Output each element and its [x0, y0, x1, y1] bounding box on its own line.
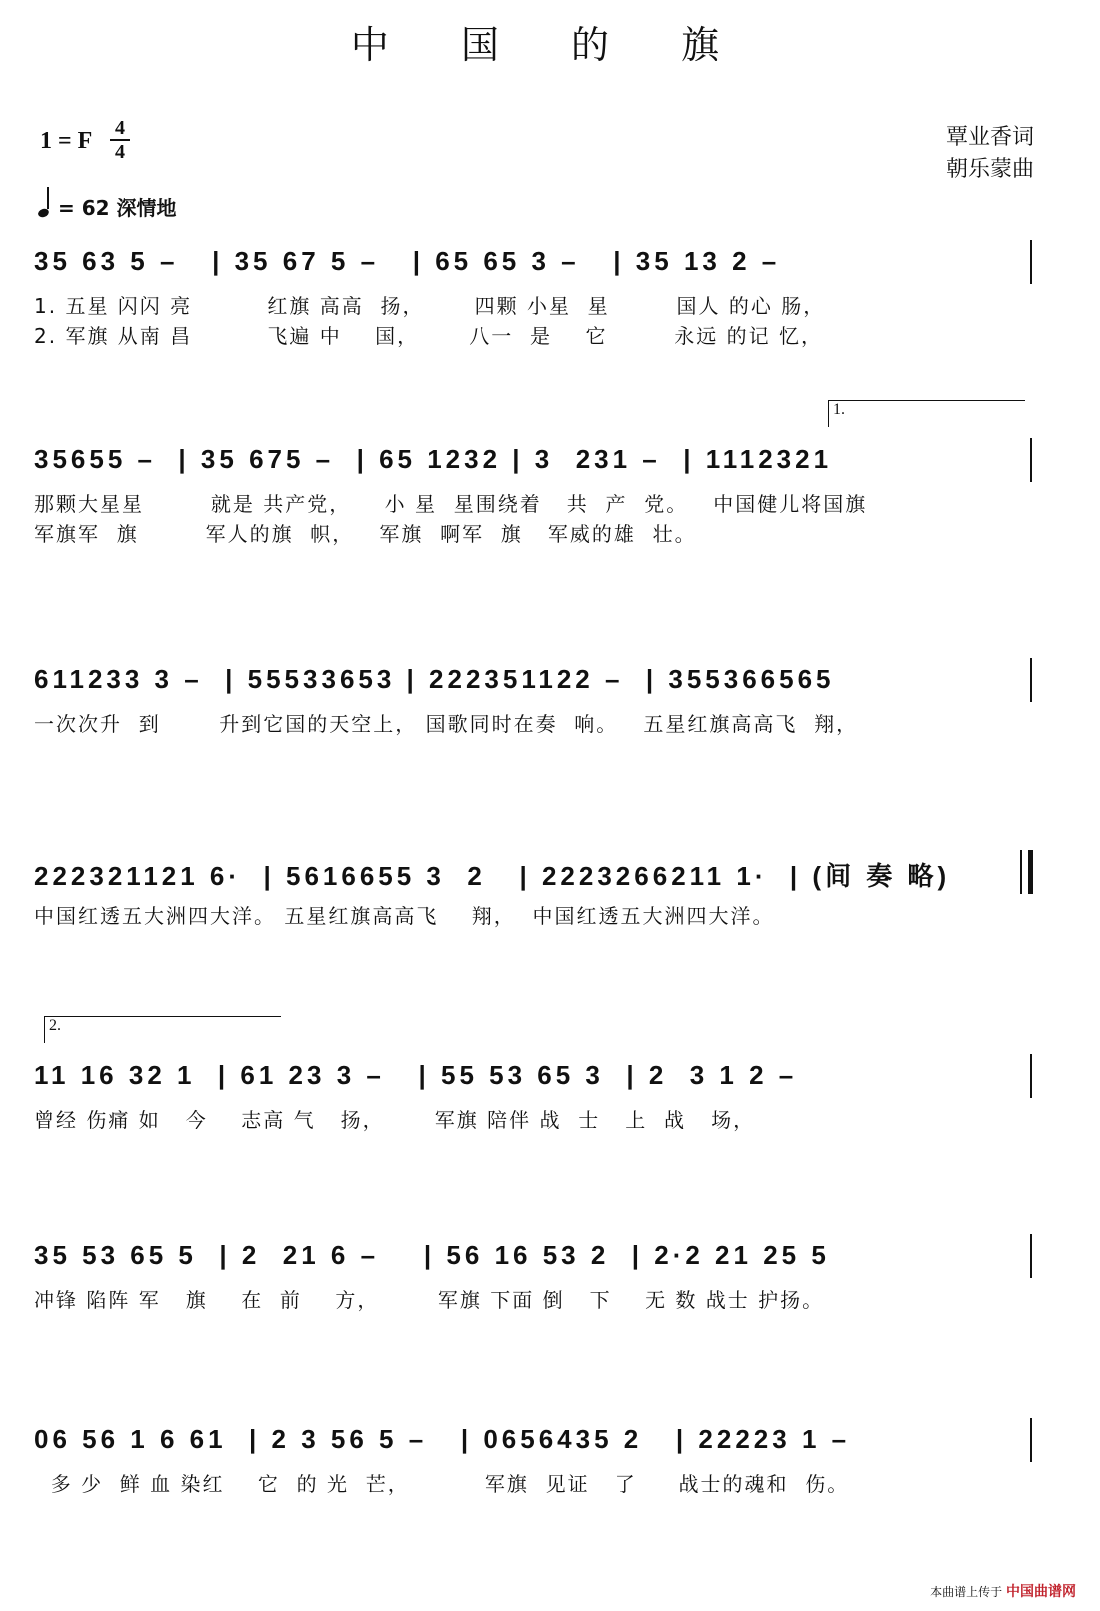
second-ending-bracket: 2. — [44, 1016, 281, 1043]
lyric-line-1: 多 少 鲜 血 染红 它 的 光 芒， 军旗 见证 了 战士的魂和 伤。 — [34, 1472, 850, 1496]
lyric-line-1: 曾经 伤痛 如 今 志高 气 扬， 军旗 陪伴 战 士 上 战 场， — [34, 1108, 756, 1132]
time-signature-bottom: 4 — [115, 141, 125, 163]
lyric-line-1: 一次次升 到 升到它国的天空上， 国歌同时在奏 响。 五星红旗高高飞 翔， — [34, 712, 859, 736]
score-row-7 — [34, 1424, 1034, 1574]
score-row-4 — [34, 856, 1034, 1006]
key-signature: 1 = F — [40, 128, 93, 154]
bar-line — [1030, 438, 1032, 482]
bar-line — [1030, 1234, 1032, 1278]
lyric-line-1: 1. 五星 闪闪 亮 红旗 高高 扬， 四颗 小星 星 国人 的心 肠， — [34, 294, 826, 318]
score-row-2 — [34, 401, 1034, 594]
bar-line — [1030, 658, 1032, 702]
notation-line: 35655 – | 35 675 – | 65 1232 | 3 231 – | 1112321 — [34, 444, 833, 474]
bar-line — [1020, 850, 1022, 894]
lyric-line-1: 那颗大星星 就是 共产党， 小 星 星围绕着 共 产 党。 中国健儿将国旗 — [34, 492, 868, 516]
song-title: 中 国 的 旗 — [350, 23, 750, 67]
score-row-1 — [34, 246, 1034, 396]
lyric-line-1: 中国红透五大洲四大洋。 五星红旗高高飞 翔， 中国红透五大洲四大洋。 — [34, 904, 775, 928]
score-row-5 — [34, 1017, 1034, 1210]
bar-line — [1030, 240, 1032, 284]
bar-line — [1030, 1418, 1032, 1462]
lyricist-credit: 覃业香词 — [945, 125, 1034, 150]
notation-line: 06 56 1 6 61 | 2 3 56 5 – | 0656435 2 | 22223 1 – — [34, 1424, 851, 1454]
footer-attribution[interactable] — [930, 1581, 1076, 1601]
bar-line — [1030, 1054, 1032, 1098]
notation-line: 35 53 65 5 | 2 21 6 – | 56 16 53 2 | 2·2 21 25 5 — [34, 1240, 830, 1270]
first-ending-bracket: 1. — [828, 400, 1025, 427]
tempo-text: = 62 深情地 — [57, 196, 177, 220]
time-signature-top: 4 — [115, 117, 125, 139]
time-signature — [108, 118, 132, 162]
tempo-marking — [38, 192, 176, 221]
lyric-line-1: 冲锋 陷阵 军 旗 在 前 方， 军旗 下面 倒 下 无 数 战士 护扬。 — [34, 1288, 825, 1312]
site-brand: 中国曲谱网 — [1006, 1584, 1076, 1600]
footer-prefix: 本曲谱上传于 — [930, 1585, 1003, 1599]
composer-credit: 朝乐蒙曲 — [945, 157, 1034, 182]
score-row-6 — [34, 1240, 1034, 1390]
notation-line: 222321121 6· | 5616655 3 2 | 2223266211 1· | (间 奏 略) — [34, 861, 951, 891]
lyric-line-2: 军旗军 旗 军人的旗 帜， 军旗 啊军 旗 军威的雄 壮。 — [34, 522, 697, 546]
repeat-end-barline — [1028, 850, 1033, 894]
quarter-note-icon — [37, 207, 50, 218]
notation-line: 11 16 32 1 | 61 23 3 – | 55 53 65 3 | 2 3 1 2 – — [34, 1060, 798, 1090]
notation-line: 35 63 5 – | 35 67 5 – | 65 65 3 – | 35 13 2 – — [34, 246, 781, 276]
notation-line: 611233 3 – | 55533653 | 222351122 – | 355366565 — [34, 664, 835, 694]
score-row-3 — [34, 664, 1034, 814]
lyric-line-2: 2. 军旗 从南 昌 飞遍 中 国， 八一 是 它 永远 的记 忆， — [34, 324, 824, 348]
